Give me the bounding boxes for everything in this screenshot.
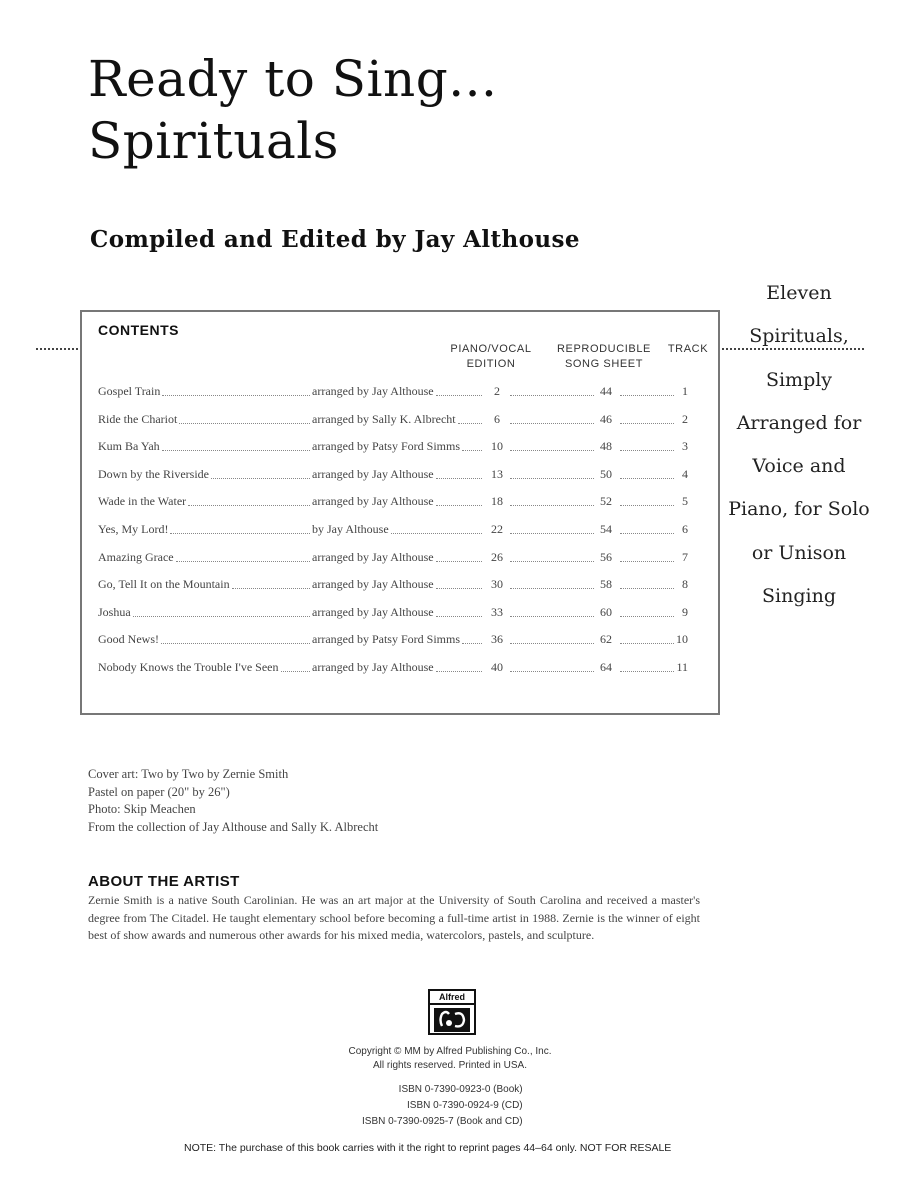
side-description-line: Piano, for Solo <box>728 498 870 521</box>
song-title: Wade in the Water <box>98 494 187 508</box>
piano-vocal-page: 22 <box>491 522 503 536</box>
song-title: Good News! <box>98 632 159 646</box>
contents-row <box>98 384 688 400</box>
leader-dots <box>620 450 674 451</box>
leader-dots <box>462 643 482 644</box>
piano-vocal-page: 13 <box>491 467 503 481</box>
song-arranger: arranged by Jay Althouse <box>312 467 434 481</box>
song-title: Ride the Chariot <box>98 412 178 426</box>
leader-dots <box>162 395 310 396</box>
leader-dots <box>620 643 674 644</box>
leader-dots <box>436 671 482 672</box>
leader-dots <box>510 505 594 506</box>
track-number: 7 <box>682 550 688 564</box>
song-arranger: arranged by Jay Althouse <box>312 384 434 398</box>
leader-dots <box>510 395 594 396</box>
leader-dots <box>510 671 594 672</box>
column-header-track: TRACK <box>667 343 709 355</box>
side-description <box>724 272 874 618</box>
leader-dots <box>620 423 674 424</box>
side-description-line: Singing <box>762 585 836 608</box>
contents-row <box>98 494 688 510</box>
contents-row <box>98 412 688 428</box>
copyright-line: Copyright © MM by Alfred Publishing Co., Inc. <box>348 1046 552 1057</box>
leader-dots <box>188 505 310 506</box>
leader-dots <box>170 533 310 534</box>
leader-dots <box>436 395 482 396</box>
leader-dots <box>620 616 674 617</box>
contents-row <box>98 660 688 676</box>
song-title: Kum Ba Yah <box>98 439 160 453</box>
piano-vocal-page: 36 <box>491 632 503 646</box>
leader-dots <box>161 643 310 644</box>
alfred-logo <box>428 989 476 1035</box>
isbn-line: ISBN 0-7390-0924-9 (CD) <box>407 1100 523 1111</box>
leader-dots <box>462 450 482 451</box>
book-title-line-1: Ready to Sing... <box>88 50 498 108</box>
rights-line: All rights reserved. Printed in USA. <box>373 1060 527 1071</box>
song-title: Amazing Grace <box>98 550 174 564</box>
leader-dots <box>232 588 310 589</box>
song-sheet-page: 46 <box>600 412 612 426</box>
contents-heading: CONTENTS <box>98 322 179 338</box>
piano-vocal-page: 10 <box>491 439 503 453</box>
track-number: 8 <box>682 577 688 591</box>
song-title: Yes, My Lord! <box>98 522 169 536</box>
piano-vocal-page: 33 <box>491 605 503 619</box>
piano-vocal-page: 40 <box>491 660 503 674</box>
side-description-line: Voice and <box>752 455 846 478</box>
leader-dots <box>436 616 482 617</box>
leader-dots <box>211 478 310 479</box>
column-header-line: PIANO/VOCAL <box>450 343 532 355</box>
leader-dots <box>510 616 594 617</box>
song-title: Nobody Knows the Trouble I've Seen <box>98 660 279 674</box>
dotted-rule-right <box>722 348 864 350</box>
cover-info-line: Cover art: Two by Two by Zernie Smith <box>88 767 289 781</box>
leader-dots <box>281 671 310 672</box>
column-header-line: REPRODUCIBLE <box>557 343 651 355</box>
leader-dots <box>510 423 594 424</box>
piano-vocal-page: 26 <box>491 550 503 564</box>
leader-dots <box>391 533 482 534</box>
song-title: Joshua <box>98 605 131 619</box>
book-subtitle: Compiled and Edited by Jay Althouse <box>90 226 580 253</box>
side-description-line: Eleven <box>766 282 832 304</box>
side-description-line: Arranged for <box>736 411 862 434</box>
alfred-logo-text: Alfred <box>430 991 474 1005</box>
isbn-line: ISBN 0-7390-0925-7 (Book and CD) <box>362 1116 523 1127</box>
column-header-line: SONG SHEET <box>564 358 644 370</box>
leader-dots <box>620 533 674 534</box>
track-number: 11 <box>676 660 688 674</box>
song-sheet-page: 44 <box>600 384 612 398</box>
cover-info-line: Pastel on paper (20" by 26") <box>88 784 230 799</box>
about-body: Zernie Smith is a native South Carolinian. He was an art major at the University of South Carolina and received a master's degree from The Citadel. He taught elementary school before becoming a full-time artist in 1988. Zernie is the winner of eight best of show awards and numerous other awards for his mixed media, watercolors, pastels, and sculpture. <box>88 893 700 942</box>
song-sheet-page: 58 <box>600 577 612 591</box>
piano-vocal-page: 18 <box>491 494 503 508</box>
piano-vocal-page: 2 <box>494 384 500 398</box>
track-number: 10 <box>676 632 688 646</box>
song-sheet-page: 54 <box>600 522 612 536</box>
book-title <box>88 48 497 172</box>
side-description-line: Simply <box>765 368 833 391</box>
song-arranger: arranged by Jay Althouse <box>312 577 434 591</box>
leader-dots <box>510 588 594 589</box>
leader-dots <box>133 616 310 617</box>
contents-row <box>98 605 688 621</box>
song-arranger: arranged by Patsy Ford Simms <box>312 632 460 646</box>
leader-dots <box>458 423 482 424</box>
piano-vocal-page: 30 <box>491 577 503 591</box>
song-arranger: arranged by Jay Althouse <box>312 494 434 508</box>
track-number: 5 <box>682 494 688 508</box>
leader-dots <box>620 505 674 506</box>
song-arranger: arranged by Jay Althouse <box>312 605 434 619</box>
contents-row <box>98 522 688 538</box>
leader-dots <box>620 671 674 672</box>
song-sheet-page: 60 <box>600 605 612 619</box>
song-sheet-page: 62 <box>600 632 612 646</box>
leader-dots <box>162 450 310 451</box>
leader-dots <box>510 450 594 451</box>
leader-dots <box>620 478 674 479</box>
contents-row <box>98 467 688 483</box>
leader-dots <box>436 478 482 479</box>
dotted-rule-left <box>36 348 78 350</box>
song-arranger: arranged by Patsy Ford Simms <box>312 439 460 453</box>
resale-note: NOTE: The purchase of this book carries with it the right to reprint pages 44–64 only. NOT FOR RESALE <box>184 1142 672 1154</box>
leader-dots <box>510 533 594 534</box>
book-title-line-2: Spirituals <box>88 112 339 170</box>
piano-vocal-page: 6 <box>494 412 500 426</box>
leader-dots <box>620 395 674 396</box>
leader-dots <box>510 478 594 479</box>
track-number: 1 <box>682 384 688 398</box>
leader-dots <box>436 588 482 589</box>
song-title: Go, Tell It on the Mountain <box>98 577 230 591</box>
song-title: Gospel Train <box>98 384 161 398</box>
leader-dots <box>620 588 674 589</box>
song-title: Down by the Riverside <box>98 467 209 481</box>
alfred-logo-mark-icon <box>433 1007 471 1033</box>
song-arranger: arranged by Jay Althouse <box>312 550 434 564</box>
track-number: 9 <box>682 605 688 619</box>
song-sheet-page: 52 <box>600 494 612 508</box>
leader-dots <box>620 561 674 562</box>
song-sheet-page: 56 <box>600 550 612 564</box>
isbn-line: ISBN 0-7390-0923-0 (Book) <box>398 1084 523 1095</box>
song-arranger: arranged by Jay Althouse <box>312 660 434 674</box>
track-number: 6 <box>682 522 688 536</box>
leader-dots <box>179 423 310 424</box>
side-description-line: or Unison <box>751 541 847 564</box>
leader-dots <box>176 561 310 562</box>
contents-row <box>98 439 688 455</box>
leader-dots <box>436 505 482 506</box>
track-number: 3 <box>682 439 688 453</box>
copyright-block <box>260 1045 640 1073</box>
song-arranger: by Jay Althouse <box>312 522 389 536</box>
contents-row <box>98 577 688 593</box>
contents-row <box>98 550 688 566</box>
column-header-reproducible <box>548 342 660 372</box>
column-header-piano-vocal <box>432 342 550 372</box>
leader-dots <box>436 561 482 562</box>
contents-row <box>98 632 688 648</box>
song-arranger: arranged by Sally K. Albrecht <box>312 412 456 426</box>
cover-info <box>88 766 378 836</box>
track-number: 2 <box>682 412 688 426</box>
column-header-line: EDITION <box>466 358 516 370</box>
about-heading: ABOUT THE ARTIST <box>88 873 240 890</box>
leader-dots <box>510 643 594 644</box>
isbn-block <box>362 1082 523 1130</box>
cover-info-line: Photo: Skip Meachen <box>88 802 196 816</box>
track-number: 4 <box>682 467 688 481</box>
leader-dots <box>510 561 594 562</box>
cover-info-line: From the collection of Jay Althouse and Sally K. Albrecht <box>88 819 379 834</box>
song-sheet-page: 48 <box>600 439 612 453</box>
side-description-line: Spirituals, <box>749 325 849 348</box>
song-sheet-page: 50 <box>600 467 612 481</box>
song-sheet-page: 64 <box>600 660 612 674</box>
